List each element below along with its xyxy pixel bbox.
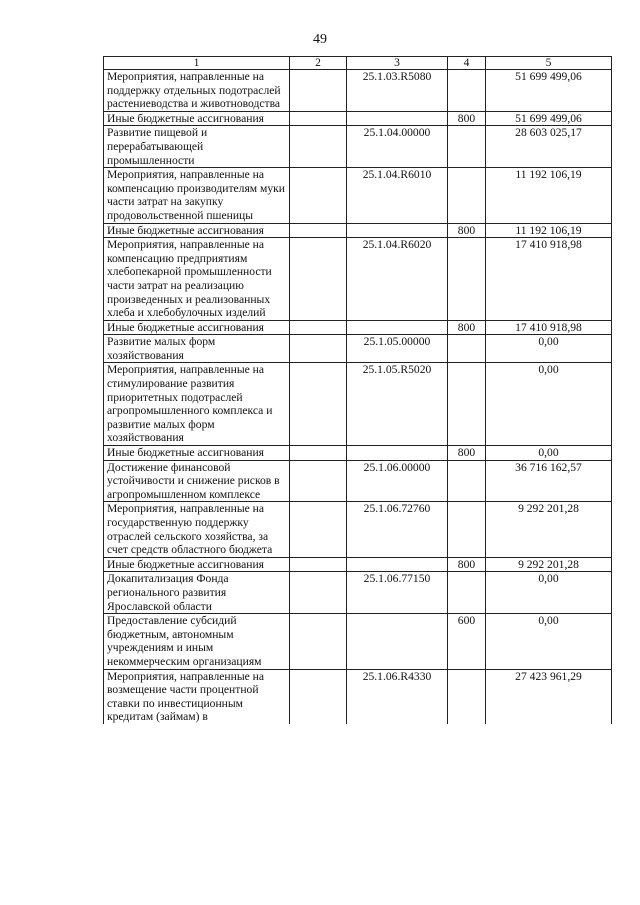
table-row	[104, 223, 612, 238]
row-col2-cell	[290, 572, 347, 614]
row-col2-cell	[290, 320, 347, 335]
row-code-cell	[347, 446, 448, 461]
table-row	[104, 363, 612, 446]
row-col2-cell	[290, 669, 347, 724]
row-code-cell: 25.1.04.R6020	[347, 238, 448, 321]
table-row	[104, 111, 612, 126]
table-header-row	[104, 57, 612, 70]
column-header-4: 4	[448, 57, 486, 70]
table-row	[104, 335, 612, 363]
row-code-cell	[347, 223, 448, 238]
row-name-cell: Мероприятия, направленные на компенсацию предприятиям хлебопекарной промышленности части затрат на реализацию произведенных и реализованных хлеба и хлебобулочных изделий	[104, 238, 290, 321]
row-code-cell: 25.1.06.72760	[347, 502, 448, 557]
row-type-cell: 800	[448, 320, 486, 335]
row-code-cell: 25.1.04.R6010	[347, 168, 448, 223]
table-row	[104, 572, 612, 614]
row-name-cell: Мероприятия, направленные на стимулирование развития приоритетных подотраслей агропромышленного комплекса и развитие малых форм хозяйствования	[104, 363, 290, 446]
row-type-cell	[448, 70, 486, 112]
table-row	[104, 70, 612, 112]
row-type-cell	[448, 335, 486, 363]
row-code-cell: 25.1.04.00000	[347, 126, 448, 168]
row-type-cell: 800	[448, 223, 486, 238]
row-amount-cell: 36 716 162,57	[486, 460, 612, 502]
table-row	[104, 460, 612, 502]
row-type-cell: 800	[448, 111, 486, 126]
row-name-cell: Иные бюджетные ассигнования	[104, 557, 290, 572]
table-row	[104, 669, 612, 724]
row-type-cell	[448, 669, 486, 724]
column-header-1: 1	[104, 57, 290, 70]
row-code-cell: 25.1.06.00000	[347, 460, 448, 502]
table-row	[104, 446, 612, 461]
row-type-cell: 800	[448, 557, 486, 572]
row-code-cell	[347, 614, 448, 669]
row-col2-cell	[290, 70, 347, 112]
column-header-5: 5	[486, 57, 612, 70]
row-col2-cell	[290, 111, 347, 126]
row-amount-cell: 11 192 106,19	[486, 168, 612, 223]
row-name-cell: Мероприятия, направленные на возмещение части процентной ставки по инвестиционным кредитам (займам) в	[104, 669, 290, 724]
row-amount-cell: 11 192 106,19	[486, 223, 612, 238]
row-type-cell	[448, 572, 486, 614]
row-col2-cell	[290, 363, 347, 446]
row-col2-cell	[290, 223, 347, 238]
row-name-cell: Иные бюджетные ассигнования	[104, 223, 290, 238]
row-code-cell: 25.1.06.R4330	[347, 669, 448, 724]
row-amount-cell: 28 603 025,17	[486, 126, 612, 168]
row-name-cell: Иные бюджетные ассигнования	[104, 320, 290, 335]
row-type-cell	[448, 168, 486, 223]
row-col2-cell	[290, 614, 347, 669]
row-type-cell	[448, 502, 486, 557]
table-row	[104, 614, 612, 669]
row-amount-cell: 27 423 961,29	[486, 669, 612, 724]
row-name-cell: Предоставление субсидий бюджетным, автономным учреждениям и иным некоммерческим организациям	[104, 614, 290, 669]
row-amount-cell: 51 699 499,06	[486, 70, 612, 112]
row-type-cell	[448, 460, 486, 502]
row-code-cell: 25.1.05.00000	[347, 335, 448, 363]
row-name-cell: Мероприятия, направленные на государственную поддержку отраслей сельского хозяйства, за счет средств областного бюджета	[104, 502, 290, 557]
column-header-2: 2	[290, 57, 347, 70]
row-type-cell: 800	[448, 446, 486, 461]
row-type-cell	[448, 363, 486, 446]
row-amount-cell: 0,00	[486, 446, 612, 461]
table-body	[104, 70, 612, 724]
table-row	[104, 126, 612, 168]
table-row	[104, 320, 612, 335]
row-name-cell: Достижение финансовой устойчивости и снижение рисков в агропромышленном комплексе	[104, 460, 290, 502]
row-amount-cell: 9 292 201,28	[486, 557, 612, 572]
row-name-cell: Иные бюджетные ассигнования	[104, 111, 290, 126]
row-code-cell	[347, 111, 448, 126]
table-row	[104, 502, 612, 557]
row-type-cell: 600	[448, 614, 486, 669]
row-amount-cell: 0,00	[486, 572, 612, 614]
table-row	[104, 557, 612, 572]
row-code-cell	[347, 320, 448, 335]
row-name-cell: Развитие малых форм хозяйствования	[104, 335, 290, 363]
table-row	[104, 238, 612, 321]
row-col2-cell	[290, 460, 347, 502]
row-col2-cell	[290, 126, 347, 168]
row-name-cell: Мероприятия, направленные на компенсацию производителям муки части затрат на закупку продовольственной пшеницы	[104, 168, 290, 223]
row-name-cell: Развитие пищевой и перерабатывающей промышленности	[104, 126, 290, 168]
row-amount-cell: 9 292 201,28	[486, 502, 612, 557]
row-amount-cell: 0,00	[486, 335, 612, 363]
row-col2-cell	[290, 238, 347, 321]
row-amount-cell: 17 410 918,98	[486, 320, 612, 335]
row-col2-cell	[290, 502, 347, 557]
row-amount-cell: 0,00	[486, 614, 612, 669]
row-code-cell: 25.1.06.77150	[347, 572, 448, 614]
row-col2-cell	[290, 446, 347, 461]
row-col2-cell	[290, 335, 347, 363]
page-number: 49	[313, 32, 327, 47]
row-col2-cell	[290, 557, 347, 572]
row-amount-cell: 51 699 499,06	[486, 111, 612, 126]
row-amount-cell: 0,00	[486, 363, 612, 446]
row-name-cell: Иные бюджетные ассигнования	[104, 446, 290, 461]
column-header-3: 3	[347, 57, 448, 70]
row-type-cell	[448, 238, 486, 321]
row-code-cell	[347, 557, 448, 572]
row-type-cell	[448, 126, 486, 168]
row-name-cell: Мероприятия, направленные на поддержку отдельных подотраслей растениеводства и животноводства	[104, 70, 290, 112]
row-amount-cell: 17 410 918,98	[486, 238, 612, 321]
budget-table	[103, 56, 612, 724]
row-code-cell: 25.1.05.R5020	[347, 363, 448, 446]
row-name-cell: Докапитализация Фонда регионального развития Ярославской области	[104, 572, 290, 614]
table-row	[104, 168, 612, 223]
row-col2-cell	[290, 168, 347, 223]
row-code-cell: 25.1.03.R5080	[347, 70, 448, 112]
